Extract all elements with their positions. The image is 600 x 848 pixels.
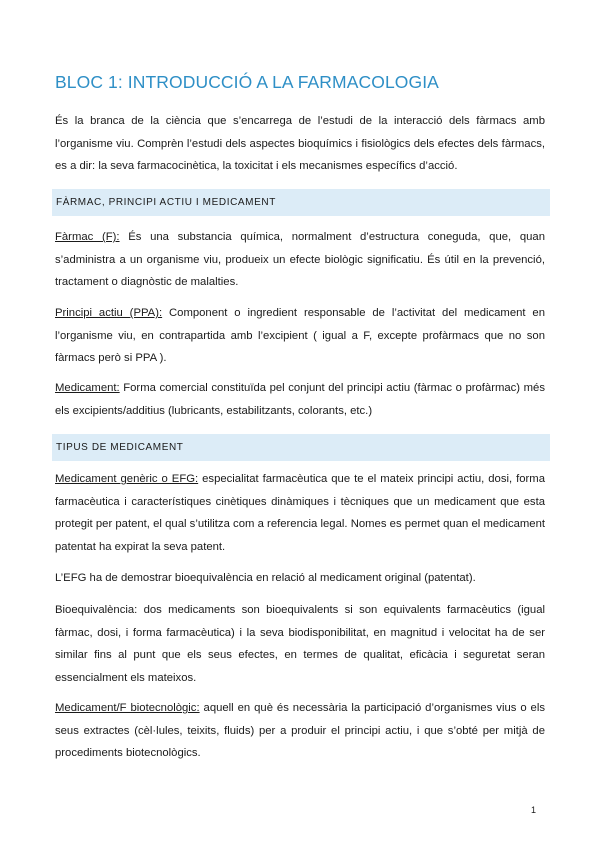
definition-principi-actiu bbox=[55, 302, 545, 370]
definition-medicament-text: Forma comercial constituïda pel conjunt del principi actiu (fàrmac o profàrmac) més els excipients/additius (lubricants, estabilitzants, colorants, etc.) bbox=[55, 382, 545, 417]
definition-generic bbox=[55, 468, 545, 558]
definition-biotech-text: aquell en què és necessària la participació d’organismes vius o els seus extractes (cèl·lules, teixits, fluids) per a produir el principi actiu, i que s’obté per mitjà de procediments biotecnològics. bbox=[55, 702, 545, 760]
definition-farmac bbox=[55, 226, 545, 294]
definition-farmac-text: És una substancia química, normalment d’estructura coneguda, que, quan s’administra a un organisme viu, produeix un efecte biològic significatiu. És útil en la prevenció, tractament o diagnòstic de malalties. bbox=[55, 231, 545, 289]
intro-paragraph: És la branca de la ciència que s’encarrega de l’estudi de la interacció dels fàrmacs amb l’organisme viu. Comprèn l’estudi dels aspectes bioquímics i fisiològics dels efectes dels fàrmacs, es a dir: la seva farmacocinètica, la toxicitat i els mecanismes específics d’acció. bbox=[55, 115, 545, 173]
term-biotech: Medicament/F biotecnològic: bbox=[55, 702, 200, 714]
bioequivalence-paragraph: Bioequivalència: dos medicaments son bioequivalents si son equivalents farmacèutics (igual fàrmac, dosi, i forma farmacèutica) i la seva biodisponibilitat, en magnitud i velocitat ha de ser similar fins al punt que els seus efectes, en termes de qualitat, eficàcia i seguretat seran essencialment els mateixos. bbox=[55, 604, 545, 684]
page-number: 1 bbox=[531, 805, 537, 815]
term-farmac: Fàrmac (F): bbox=[55, 231, 120, 243]
efg-note: L’EFG ha de demostrar bioequivalència en relació al medicament original (patentat). bbox=[55, 572, 476, 584]
section-heading-farmac: FÀRMAC, PRINCIPI ACTIU I MEDICAMENT bbox=[52, 189, 550, 216]
definition-medicament bbox=[55, 377, 545, 422]
section-heading-tipus: TIPUS DE MEDICAMENT bbox=[52, 434, 550, 461]
page-title: BLOC 1: INTRODUCCIÓ A LA FARMACOLOGIA bbox=[55, 72, 439, 92]
definition-principi-actiu-text: Component o ingredient responsable de l’activitat del medicament en l’organisme viu, en contrapartida amb l’excipient ( igual a F, excepte profàrmacs que no son fàrmacs però si PPA ). bbox=[55, 307, 546, 365]
term-generic: Medicament genèric o EFG: bbox=[55, 473, 199, 485]
term-principi-actiu: Principi actiu (PPA): bbox=[55, 307, 163, 319]
term-medicament: Medicament: bbox=[55, 382, 120, 394]
definition-biotech bbox=[55, 697, 545, 765]
definition-generic-text: especialitat farmacèutica que te el mateix principi actiu, dosi, forma farmacèutica i característiques cinètiques dinàmiques i tècniques que un medicament que esta protegit per patent, el qual s’utilitza com a referencia legal. Nomes es permet quan el medicament patentat ha expirat la seva patent. bbox=[55, 473, 545, 553]
